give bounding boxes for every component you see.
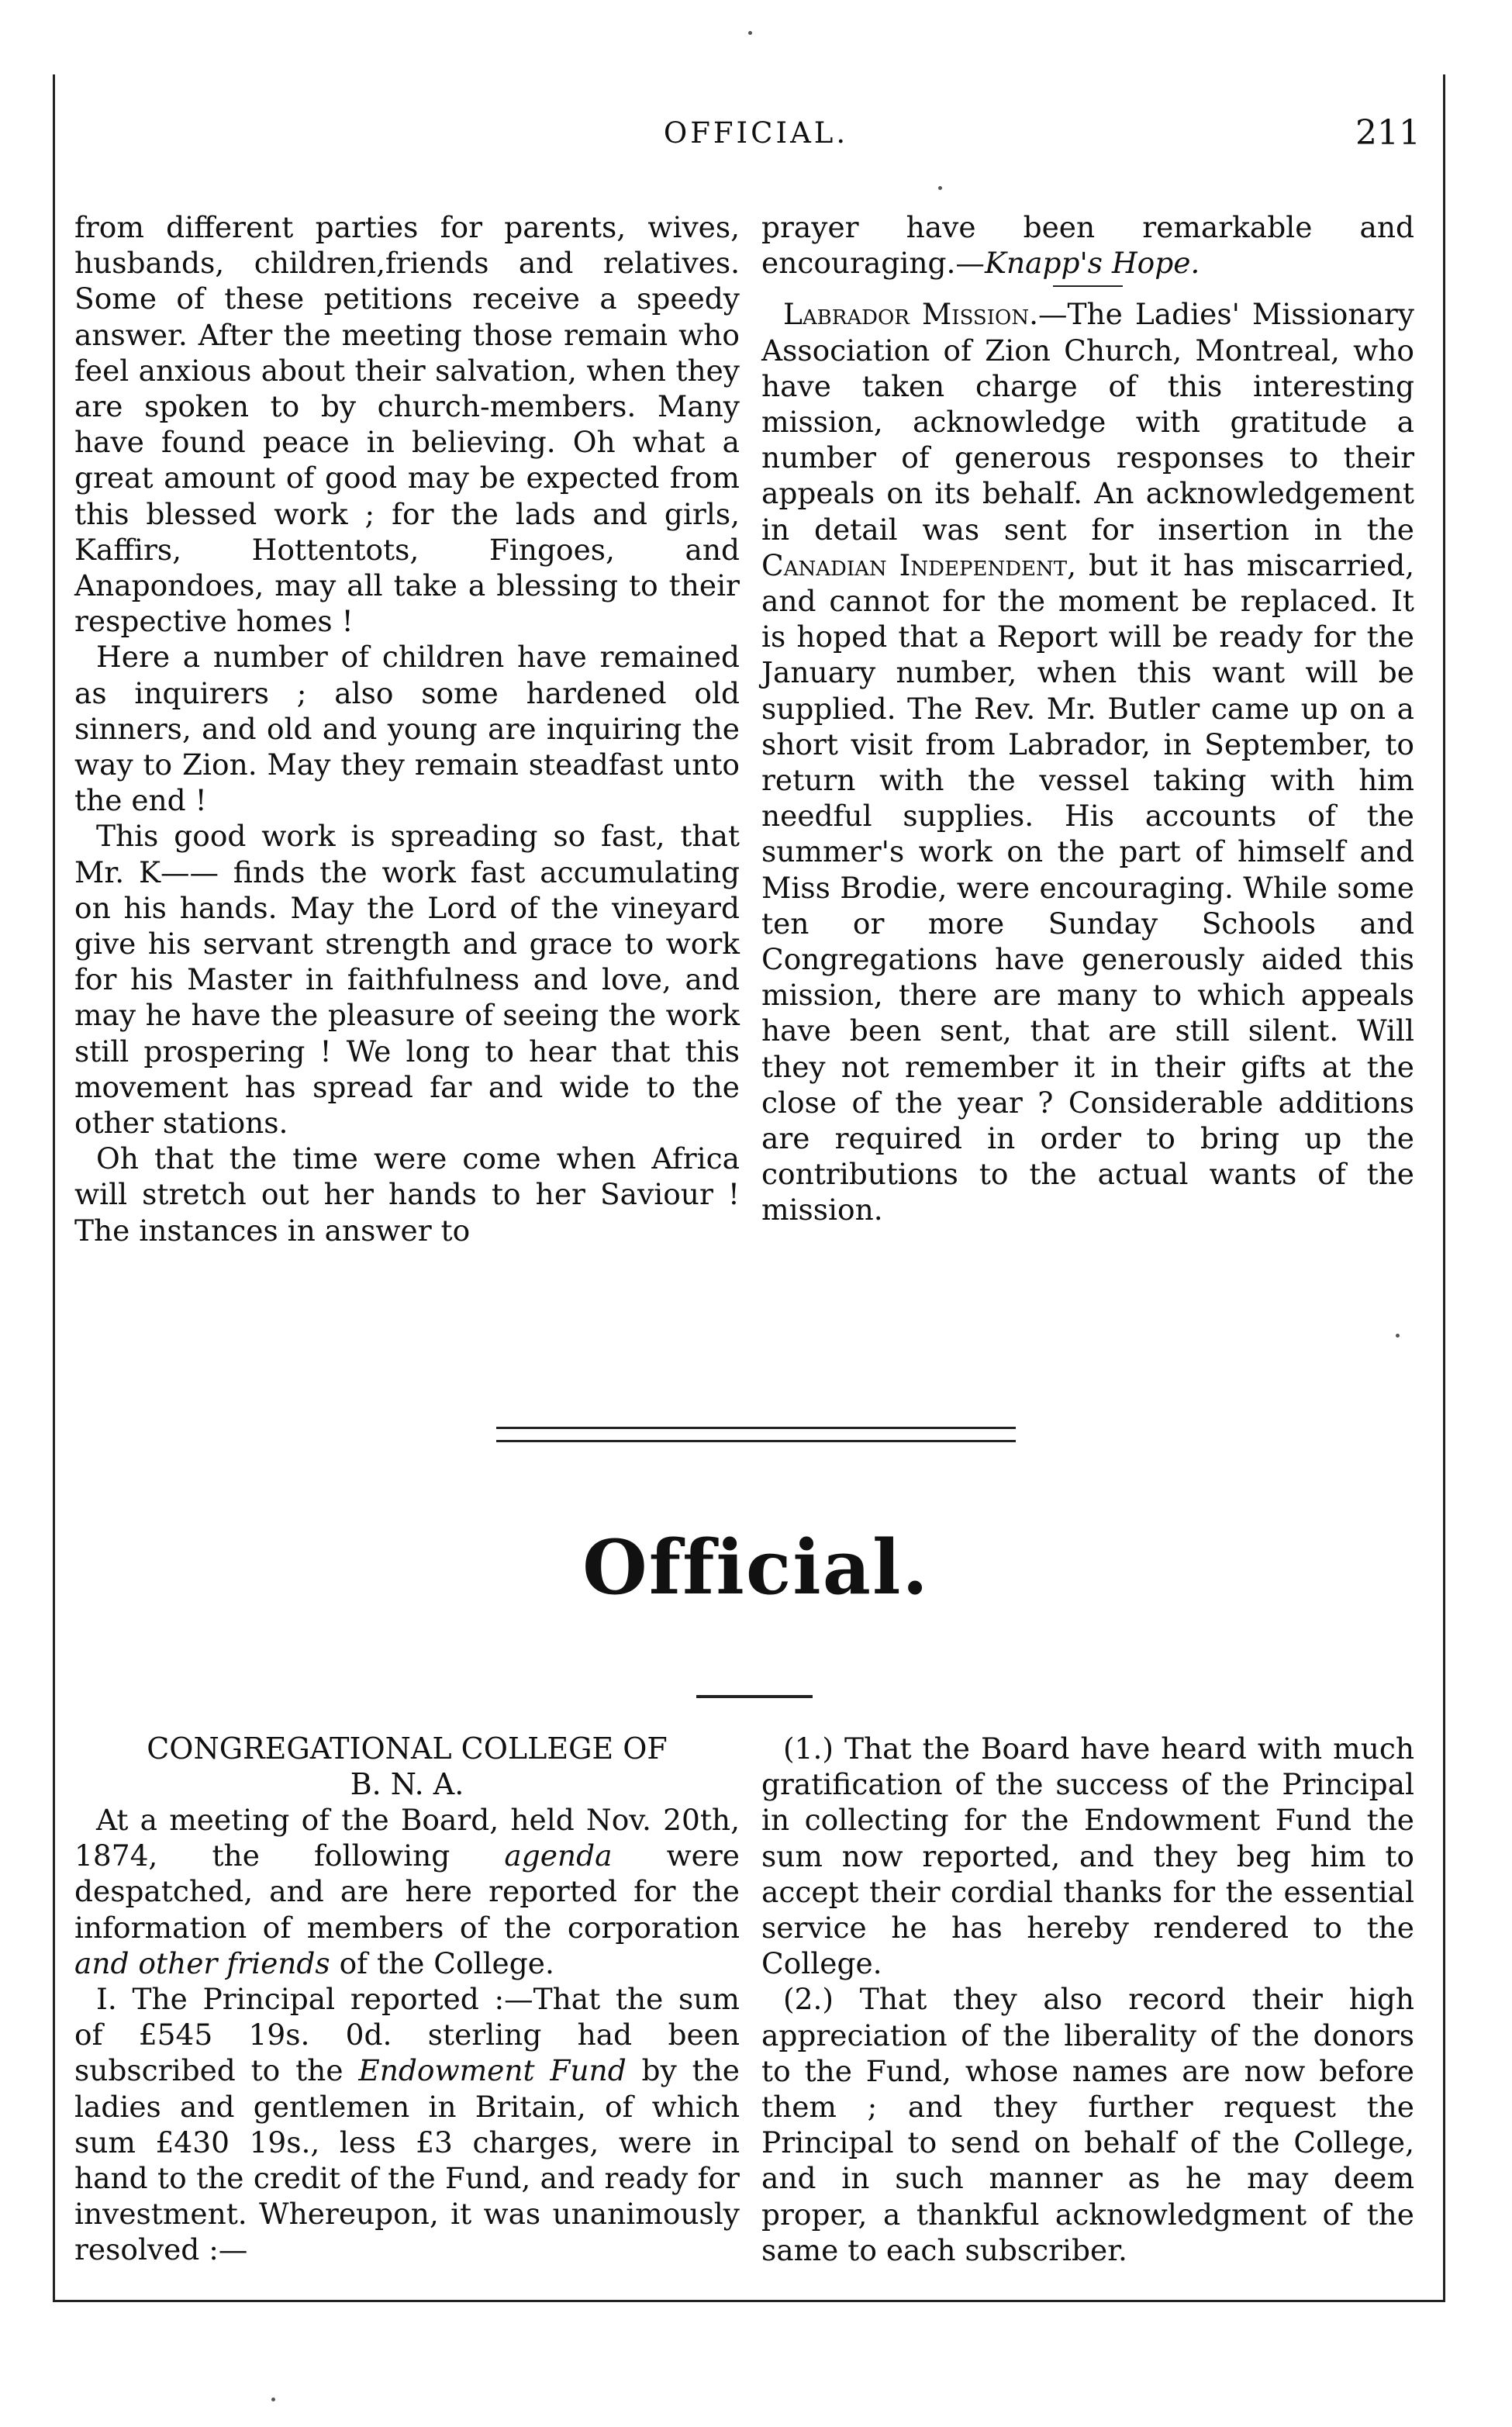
left-column-official	[74, 1731, 740, 2268]
text-italic: Endowment Fund	[358, 2053, 627, 2088]
labrador-heading: Labrador Mission.	[783, 297, 1038, 332]
text-run: At a meeting of the Board, held Nov. 20th, 1874, the following	[74, 1803, 740, 1873]
speck	[1396, 1334, 1400, 1338]
right-column-top	[761, 209, 1414, 1228]
bottom-rule	[53, 2300, 1445, 2302]
paragraph: from different parties for parents, wives, husbands, children,friends and relatives. Some of these petitions receive a speedy answer. After the meeting those remain who feel anxious about their salvation, when they are spoken to by church-members. Many have found peace in believing. Oh what a great amount of good may be expected from this blessed work ; for the lads and girls, Kaffirs, Hottentots, Fingoes, and Anapondoes, may all take a blessing to their respective homes !	[74, 210, 740, 639]
text-run: I. The Principal reported :—That the sum of £545 19s. 0d. sterling had been subscribed to the	[74, 1982, 740, 2088]
text-run: by the ladies and gentlemen in Britain, of which sum £430 19s., less £3 charges, were in hand to the credit of the Fund, and ready for investment. Whereupon, it was unanimously resolved :—	[74, 2053, 740, 2267]
continuation-text: prayer have been remarkable and encouraging.—	[761, 210, 1414, 281]
paragraph	[74, 1981, 740, 2268]
speck	[748, 31, 752, 35]
labrador-mission-paragraph	[761, 296, 1414, 1227]
paragraph	[761, 209, 1414, 281]
journal-title: Canadian Independent	[761, 547, 1068, 582]
separator-rule	[1053, 285, 1123, 287]
right-column-official	[761, 1731, 1414, 2268]
text-italic: and other friends	[74, 1945, 330, 1980]
college-title-line1: CONGREGATIONAL COLLEGE OF	[147, 1731, 668, 1766]
paragraph: Oh that the time were come when Africa will stretch out her hands to her Saviour ! The instances in answer to	[74, 1141, 740, 1248]
resolution-2: (2.) That they also record their high appreciation of the liberality of the donors to the Fund, whose names are now before them ; and they further request the Principal to send on behalf of the College, and in such manner as he may deem proper, a thankful acknowledgment of the same to each subscriber.	[761, 1982, 1414, 2267]
page-number: 211	[1355, 113, 1421, 153]
left-column-top	[74, 209, 740, 1248]
text-run: —The Ladies' Missionary Association of Zion Church, Montreal, who have taken charge of this interesting mission, acknowledge with gratitude a number of generous responses to their appeals on its behalf. An acknowledgement in detail was sent for insertion in the	[761, 297, 1414, 547]
paragraph: Here a number of children have remained as inquirers ; also some hardened old sinners, and old and young are inquiring the way to Zion. May they remain steadfast unto the end !	[74, 640, 740, 818]
speck	[271, 2398, 275, 2401]
running-header: OFFICIAL.	[663, 116, 849, 150]
section-heading: Official.	[582, 1524, 930, 1611]
college-title-line2: B. N. A.	[350, 1767, 464, 1801]
section-divider	[496, 1427, 1016, 1442]
text-run: , but it has miscarried, and cannot for the moment be replaced. It is hoped that a Report will be ready for the January number, when this want will be supplied. The Rev. Mr. Butler came up on a short visit from Labrador, in September, to return with the vessel taking with him needful supplies. His accounts of the summer's work on the part of himself and Miss Brodie, were encouraging. While some ten or more Sunday Schools and Congregations have generously aided this mission, there are many to which appeals have been sent, that are still silent. Will they not remember it in their gifts at the close of the year ? Considerable additions are required in order to bring up the contributions to the actual wants of the mission.	[761, 547, 1415, 1227]
text-italic: agenda	[504, 1838, 613, 1873]
paragraph	[74, 1802, 740, 1981]
speck	[938, 186, 942, 190]
resolution-1: (1.) That the Board have heard with much gratification of the success of the Principal in collecting for the Endowment Fund the sum now reported, and they beg him to accept their cordial thanks for the essential service he has hereby rendered to the College.	[761, 1731, 1414, 1981]
paragraph: This good work is spreading so fast, that Mr. K—— finds the work fast accumulating on his hands. May the Lord of the vineyard give his servant strength and grace to work for his Master in faithfulness and love, and may he have the pleasure of seeing the work still prospering ! We long to hear that this movement has spread far and wide to the other stations.	[74, 819, 740, 1141]
text-run: were despatched, and are here reported for the information of members of the corporation	[74, 1838, 740, 1945]
heading-rule	[696, 1695, 813, 1698]
text-run: of the College.	[330, 1945, 554, 1980]
source-citation: Knapp's Hope.	[984, 246, 1200, 281]
